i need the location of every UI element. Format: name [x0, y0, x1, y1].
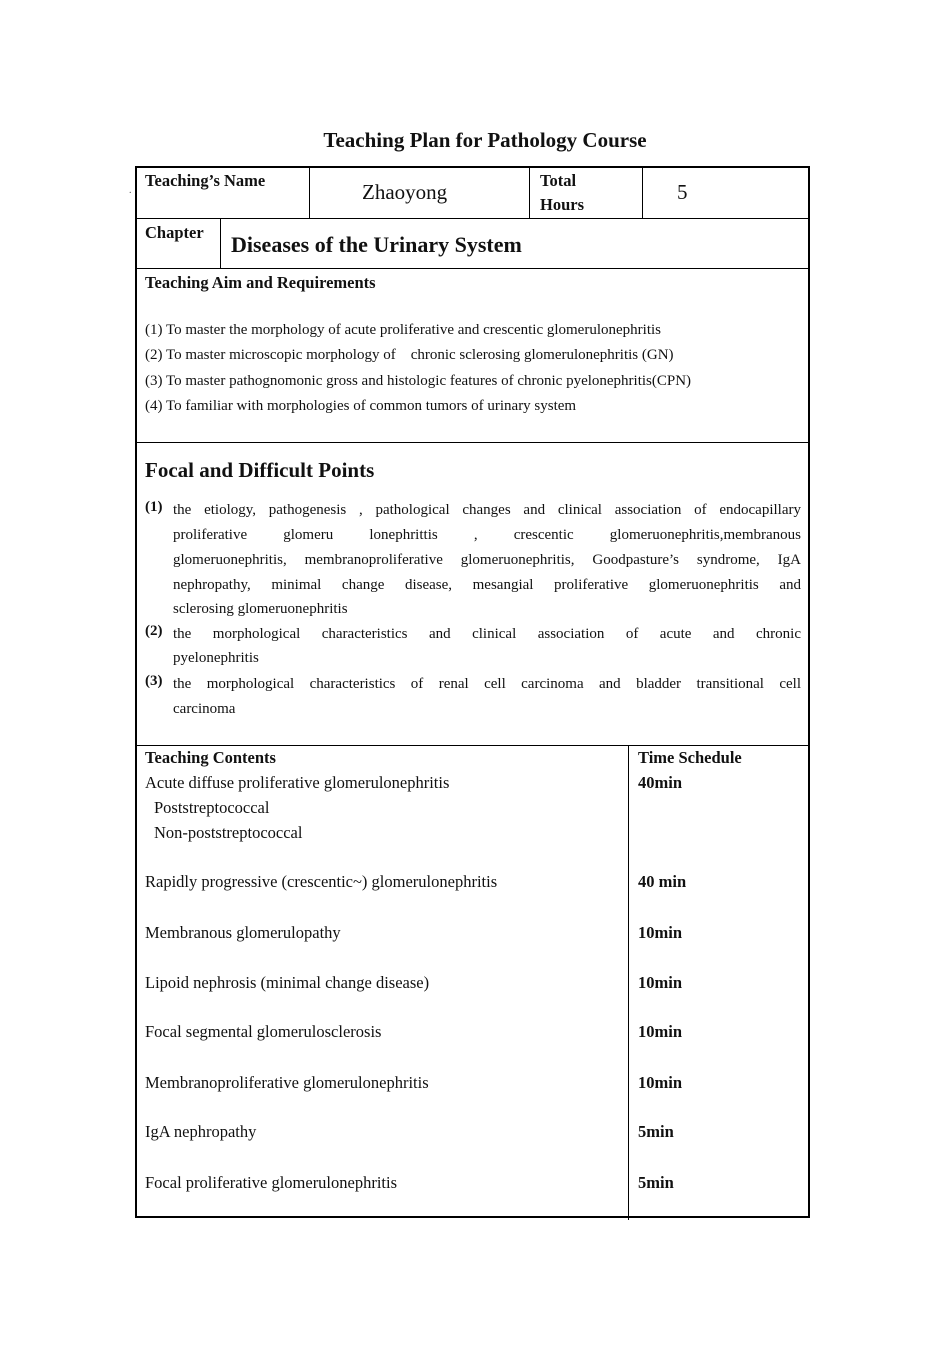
content-topic: Focal segmental glomerulosclerosis — [145, 1022, 382, 1041]
margin-mark: . — [129, 185, 132, 196]
aims-heading: Teaching Aim and Requirements — [145, 273, 376, 292]
row-divider — [137, 745, 808, 746]
content-topic: Membranous glomerulopathy — [145, 923, 341, 942]
content-time: 10min — [638, 973, 683, 992]
aim-item: (4) To familiar with morphologies of common tumors of urinary system — [145, 398, 577, 414]
page-title: Teaching Plan for Pathology Course — [323, 128, 647, 152]
total-hours-value: 5 — [677, 180, 688, 204]
total-hours-label-line1: Total — [540, 171, 577, 190]
point-line: the etiology, pathogenesis , pathological changes and clinical association of endocapillary — [173, 502, 801, 518]
aim-item: (2) To master microscopic morphology of chronic sclerosing glomerulonephritis (GN) — [145, 347, 674, 363]
total-hours-label-line2: Hours — [540, 195, 585, 214]
content-subtopic: Non-poststreptococcal — [154, 823, 303, 842]
teacher-name-value: Zhaoyong — [362, 180, 448, 204]
divider — [220, 218, 221, 268]
content-time: 5min — [638, 1122, 674, 1141]
chapter-label: Chapter — [145, 223, 204, 242]
content-topic: Rapidly progressive (crescentic~) glomerulonephritis — [145, 872, 498, 891]
point-line: proliferative glomeru lonephrittis , crescentic glomeruonephritis,membranous — [173, 527, 801, 543]
point-line: the morphological characteristics and clinical association of acute and chronic — [173, 626, 801, 642]
content-topic: Acute diffuse proliferative glomerulonephritis — [145, 773, 450, 792]
divider — [642, 168, 643, 218]
point-number: (2) — [145, 623, 163, 639]
content-topic: Membranoproliferative glomerulonephritis — [145, 1073, 429, 1092]
content-time: 10min — [638, 923, 683, 942]
time-heading: Time Schedule — [638, 748, 742, 767]
content-subtopic: Poststreptococcal — [154, 798, 270, 817]
row-divider — [137, 218, 808, 219]
divider — [529, 168, 530, 218]
aim-item: (3) To master pathognomonic gross and histologic features of chronic pyelonephritis(CPN) — [145, 373, 692, 389]
content-time: 40min — [638, 773, 683, 792]
contents-heading: Teaching Contents — [145, 748, 276, 767]
chapter-value: Diseases of the Urinary System — [231, 232, 522, 257]
content-topic: Focal proliferative glomerulonephritis — [145, 1173, 398, 1192]
row-divider — [137, 268, 808, 269]
teacher-name-label: Teaching’s Name — [145, 171, 266, 190]
point-line: carcinoma — [173, 701, 236, 717]
focal-heading: Focal and Difficult Points — [145, 458, 375, 482]
point-line: sclerosing glomeruonephritis — [173, 601, 348, 617]
content-time: 5min — [638, 1173, 674, 1192]
point-line: pyelonephritis — [173, 650, 259, 666]
divider — [309, 168, 310, 218]
content-time: 40 min — [638, 872, 687, 891]
point-line: the morphological characteristics of renal cell carcinoma and bladder transitional cell — [173, 676, 801, 692]
teaching-plan-table — [135, 166, 810, 1218]
point-number: (3) — [145, 673, 163, 689]
point-line: nephropathy, minimal change disease, mesangial proliferative glomeruonephritis and — [173, 577, 801, 593]
aim-item: (1) To master the morphology of acute proliferative and crescentic glomerulonephritis — [145, 322, 661, 338]
content-topic: IgA nephropathy — [145, 1122, 257, 1141]
content-topic: Lipoid nephrosis (minimal change disease) — [145, 973, 430, 992]
content-time: 10min — [638, 1022, 683, 1041]
point-number: (1) — [145, 499, 163, 515]
content-time: 10min — [638, 1073, 683, 1092]
divider — [628, 745, 629, 1220]
point-line: glomeruonephritis, membranoproliferative glomeruonephritis, Goodpasture’s syndrome, IgA — [173, 552, 801, 568]
row-divider — [137, 442, 808, 443]
